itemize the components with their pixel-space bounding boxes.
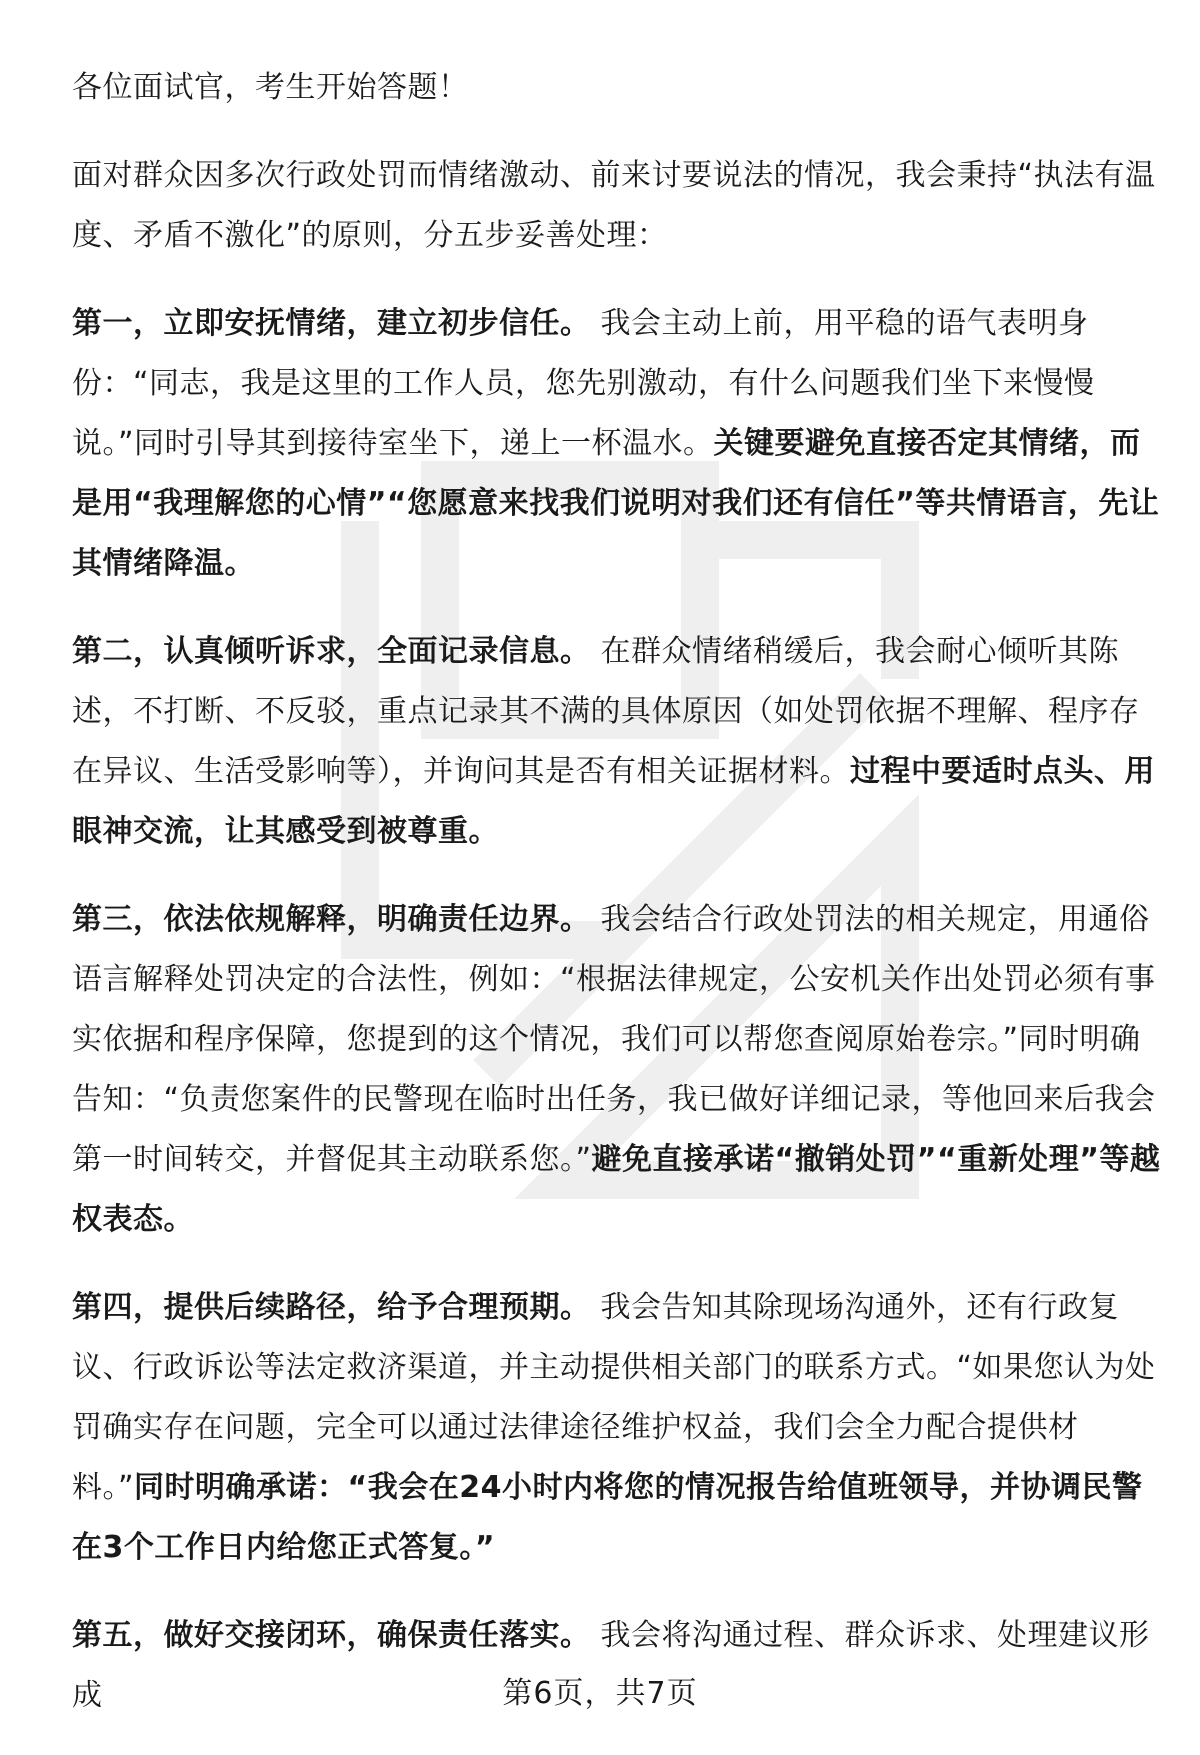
- step-heading: 第二，认真倾听诉求，全面记录信息。: [72, 634, 591, 669]
- step-text: 我会主动上前，用平稳的语气表明身份：“同志，我是这里的工作人员，您先别激动，有什么问题我们坐下来慢慢说。”同时引导其到接待室坐下，递上一杯温水。: [72, 306, 1095, 461]
- step-text: 我会告知其除现场沟通外，还有行政复议、行政诉讼等法定救济渠道，并主动提供相关部门的联系方式。“如果您认为处罚确实存在问题，完全可以通过法律途径维护权益，我们会全力配合提供材料。”: [72, 1290, 1156, 1505]
- step-heading: 第三，依法依规解释，明确责任边界。: [72, 902, 591, 937]
- intro-paragraph: 面对群众因多次行政处罚而情绪激动、前来讨要说法的情况，我会秉持“执法有温度、矛盾不激化”的原则，分五步妥善处理：: [72, 158, 1156, 253]
- document-body: [72, 58, 1162, 1754]
- greeting: 各位面试官，考生开始答题！: [72, 70, 469, 105]
- step-emphasis: 同时明确承诺：“我会在24小时内将您的情况报告给值班领导，并协调民警在3个工作日内给您正式答复。”: [72, 1470, 1143, 1565]
- step-heading: 第一，立即安抚情绪，建立初步信任。: [72, 306, 591, 341]
- step-emphasis: 避免直接承诺“撤销处罚”“重新处理”等越权表态。: [72, 1142, 1161, 1237]
- step-paragraph-1: [72, 294, 1162, 594]
- step-text: 我会将沟通过程、群众诉求、处理建议形成: [72, 1618, 1150, 1713]
- step-paragraph-4: [72, 1278, 1162, 1578]
- step-heading: 第四，提供后续路径，给予合理预期。: [72, 1290, 591, 1325]
- page-number-footer: 第6页，共7页: [502, 1676, 698, 1711]
- step-emphasis: 过程中要适时点头、用眼神交流，让其感受到被尊重。: [72, 754, 1155, 849]
- step-text: 我会结合行政处罚法的相关规定，用通俗语言解释处罚决定的合法性，例如：“根据法律规定，公安机关作出处罚必须有事实依据和程序保障，您提到的这个情况，我们可以帮您查阅原始卷宗。”同时明确告知：“负责您案件的民警现在临时出任务，我已做好详细记录，等他回来后我会第一时间转交，并督促其主动联系您。”: [72, 902, 1156, 1177]
- step-emphasis: 关键要避免直接否定其情绪，而是用“我理解您的心情”“您愿意来找我们说明对我们还有信任”等共情语言，先让其情绪降温。: [72, 426, 1160, 581]
- step-heading: 第五，做好交接闭环，确保责任落实。: [72, 1618, 591, 1653]
- step-text: 在群众情绪稍缓后，我会耐心倾听其陈述，不打断、不反驳，重点记录其不满的具体原因（如处罚依据不理解、程序存在异议、生活受影响等），并询问其是否有相关证据材料。: [72, 634, 1140, 789]
- step-paragraph-3: [72, 890, 1162, 1250]
- step-paragraph-2: [72, 622, 1162, 862]
